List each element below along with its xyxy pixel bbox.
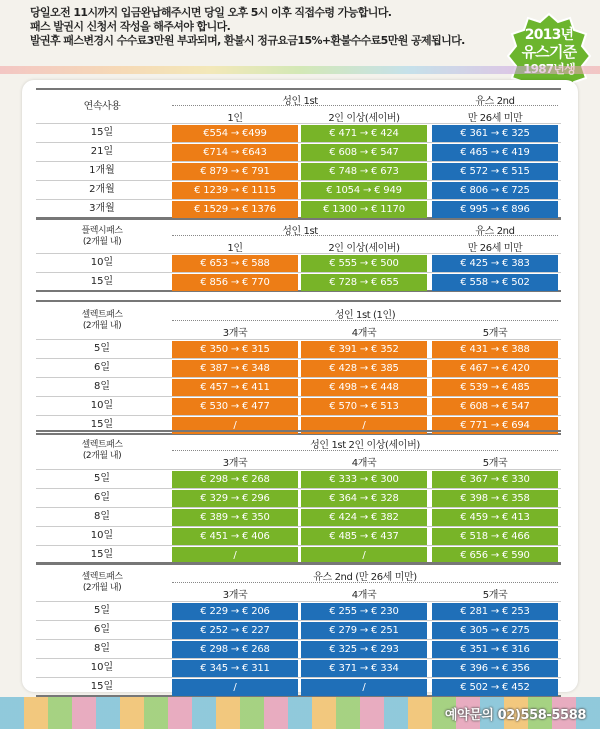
fare-cell: € 879 → € 791 <box>172 163 298 180</box>
fare-cell: € 771 → € 694 <box>432 417 558 434</box>
notice-text <box>30 6 510 48</box>
column-header: 5개국 <box>482 328 508 339</box>
fare-cell: € 485 → € 437 <box>301 528 427 545</box>
duration-label: 10일 <box>90 400 114 411</box>
pass-type-name: 플렉시패스 <box>81 226 123 236</box>
badge-title: 유스기준 <box>521 43 577 61</box>
pass-validity: (2개월 내) <box>82 583 122 593</box>
fare-cell: € 459 → € 413 <box>432 509 558 526</box>
pass-type-name: 셀렉트패스 <box>81 572 123 582</box>
fare-cell: € 856 → € 770 <box>172 274 298 291</box>
fare-cell: € 570 → € 513 <box>301 398 427 415</box>
class-title-youth: 유스 2nd <box>475 96 515 107</box>
fare-cell: € 995 → € 896 <box>432 201 558 218</box>
column-header: 만 26세 미만 <box>467 243 523 254</box>
duration-label: 10일 <box>90 257 114 268</box>
fare-cell: € 457 → € 411 <box>172 379 298 396</box>
duration-label: 15일 <box>90 276 114 287</box>
duration-label: 3개월 <box>89 203 115 214</box>
fare-table <box>36 562 561 697</box>
column-header: 5개국 <box>482 590 508 601</box>
fare-cell: € 465 → € 419 <box>432 144 558 161</box>
fare-cell: € 305 → € 275 <box>432 622 558 639</box>
duration-label: 15일 <box>90 681 114 692</box>
duration-label: 5일 <box>93 343 111 354</box>
duration-label: 5일 <box>93 605 111 616</box>
fare-cell: € 325 → € 293 <box>301 641 427 658</box>
header-divider <box>172 450 558 451</box>
header-divider <box>172 582 558 583</box>
fare-cell: € 608 → € 547 <box>301 144 427 161</box>
fare-table <box>36 430 561 565</box>
fare-cell: € 329 → € 296 <box>172 490 298 507</box>
notice-line: 당일오전 11시까지 입금완납해주시면 당일 오후 5시 이후 직접수령 가능합니다. <box>30 6 392 19</box>
column-header: 4개국 <box>351 458 377 469</box>
fare-cell: € 498 → € 448 <box>301 379 427 396</box>
fare-cell: € 806 → € 725 <box>432 182 558 199</box>
fare-cell: € 428 → € 385 <box>301 360 427 377</box>
fare-cell: / <box>301 547 427 564</box>
duration-label: 6일 <box>93 492 111 503</box>
fare-cell: / <box>172 679 298 696</box>
pass-type-label <box>36 101 168 112</box>
fare-cell: € 229 → € 206 <box>172 603 298 620</box>
column-header: 1인 <box>227 113 243 124</box>
class-title: 성인 1st 2인 이상(세이버) <box>310 440 420 451</box>
fare-cell: / <box>301 679 427 696</box>
column-header: 3개국 <box>222 590 248 601</box>
fare-table <box>36 88 561 219</box>
fare-cell: € 279 → € 251 <box>301 622 427 639</box>
column-header: 5개국 <box>482 458 508 469</box>
fare-cell: € 396 → € 356 <box>432 660 558 677</box>
pass-validity: (2개월 내) <box>82 321 122 331</box>
duration-label: 8일 <box>93 511 111 522</box>
fare-cell: € 351 → € 316 <box>432 641 558 658</box>
fare-table <box>36 218 561 292</box>
duration-label: 15일 <box>90 419 114 430</box>
column-header: 3개국 <box>222 328 248 339</box>
duration-label: 10일 <box>90 662 114 673</box>
header-divider <box>172 320 558 321</box>
pass-type-name: 셀렉트패스 <box>81 310 123 320</box>
decorative-stripe <box>0 66 600 74</box>
column-header: 3개국 <box>222 458 248 469</box>
fare-cell: € 558 → € 502 <box>432 274 558 291</box>
fare-cell: € 424 → € 382 <box>301 509 427 526</box>
pass-type-label <box>36 226 168 248</box>
class-title: 유스 2nd (만 26세 미만) <box>313 572 417 583</box>
fare-cell: € 608 → € 547 <box>432 398 558 415</box>
pass-validity: (2개월 내) <box>82 237 122 247</box>
pass-type-label <box>36 440 168 462</box>
duration-label: 6일 <box>93 624 111 635</box>
fare-cell: € 748 → € 673 <box>301 163 427 180</box>
duration-label: 6일 <box>93 362 111 373</box>
header-divider <box>172 235 558 236</box>
duration-label: 5일 <box>93 473 111 484</box>
fare-cell: € 518 → € 466 <box>432 528 558 545</box>
fare-cell: € 471 → € 424 <box>301 125 427 142</box>
fare-cell: € 431 → € 388 <box>432 341 558 358</box>
fare-cell: / <box>172 547 298 564</box>
fare-cell: € 728 → € 655 <box>301 274 427 291</box>
fare-cell: € 1054 → € 949 <box>301 182 427 199</box>
fare-cell: € 656 → € 590 <box>432 547 558 564</box>
fare-cell: € 333 → € 300 <box>301 471 427 488</box>
duration-label: 1개월 <box>89 165 115 176</box>
notice-line: 패스 발권시 신청서 작성을 해주셔야 합니다. <box>30 20 231 33</box>
fare-cell: € 502 → € 452 <box>432 679 558 696</box>
pass-type-name: 연속사용 <box>83 101 121 112</box>
column-header: 2인 이상(세이버) <box>328 243 400 254</box>
fare-cell: € 281 → € 253 <box>432 603 558 620</box>
fare-cell: € 572 → € 515 <box>432 163 558 180</box>
fare-cell: € 1529 → € 1376 <box>172 201 298 218</box>
fare-cell: € 298 → € 268 <box>172 641 298 658</box>
fare-cell: € 255 → € 230 <box>301 603 427 620</box>
fare-cell: € 1239 → € 1115 <box>172 182 298 199</box>
class-title-adult: 성인 1st <box>282 96 318 107</box>
column-header: 1인 <box>227 243 243 254</box>
fare-cell: € 555 → € 500 <box>301 255 427 272</box>
duration-label: 15일 <box>90 549 114 560</box>
fare-cell: € 367 → € 330 <box>432 471 558 488</box>
badge-year: 2013년 <box>524 27 574 43</box>
duration-label: 2개월 <box>89 184 115 195</box>
fare-cell: € 467 → € 420 <box>432 360 558 377</box>
fare-cell: € 539 → € 485 <box>432 379 558 396</box>
fare-cell: € 398 → € 358 <box>432 490 558 507</box>
reservation-phone: 예약문의 02)558-5588 <box>444 708 586 723</box>
pass-type-label <box>36 310 168 332</box>
fare-table <box>36 300 561 435</box>
pass-type-label <box>36 572 168 594</box>
fare-cell: / <box>301 417 427 434</box>
fare-cell: € 530 → € 477 <box>172 398 298 415</box>
fare-cell: € 345 → € 311 <box>172 660 298 677</box>
column-header: 만 26세 미만 <box>467 113 523 124</box>
fare-cell: € 364 → € 328 <box>301 490 427 507</box>
fare-cell: € 1300 → € 1170 <box>301 201 427 218</box>
duration-label: 8일 <box>93 381 111 392</box>
fare-cell: € 298 → € 268 <box>172 471 298 488</box>
fare-cell: € 425 → € 383 <box>432 255 558 272</box>
duration-label: 15일 <box>90 127 114 138</box>
fare-cell: € 451 → € 406 <box>172 528 298 545</box>
fare-cell: € 252 → € 227 <box>172 622 298 639</box>
pass-validity: (2개월 내) <box>82 451 122 461</box>
duration-label: 10일 <box>90 530 114 541</box>
fare-cell: € 350 → € 315 <box>172 341 298 358</box>
header-divider <box>172 105 558 106</box>
fare-cell: € 653 → € 588 <box>172 255 298 272</box>
fare-cell: € 391 → € 352 <box>301 341 427 358</box>
fare-cell: € 371 → € 334 <box>301 660 427 677</box>
class-title-adult: 성인 1st <box>282 226 318 237</box>
column-header: 2인 이상(세이버) <box>328 113 400 124</box>
class-title: 성인 1st (1인) <box>334 310 396 321</box>
fare-cell: € 389 → € 350 <box>172 509 298 526</box>
column-header: 4개국 <box>351 590 377 601</box>
duration-label: 21일 <box>90 146 114 157</box>
fare-cell: € 387 → € 348 <box>172 360 298 377</box>
class-title-youth: 유스 2nd <box>475 226 515 237</box>
pass-type-name: 셀렉트패스 <box>81 440 123 450</box>
fare-cell: € 361 → € 325 <box>432 125 558 142</box>
duration-label: 8일 <box>93 643 111 654</box>
fare-cell: / <box>172 417 298 434</box>
notice-line: 발권후 패스변경시 수수료3만원 부과되며, 환불시 정규요금15%+환불수수료5만원 공제됩니다. <box>30 34 465 47</box>
column-header: 4개국 <box>351 328 377 339</box>
fare-cell: €554 → €499 <box>172 125 298 142</box>
fare-cell: €714 → €643 <box>172 144 298 161</box>
